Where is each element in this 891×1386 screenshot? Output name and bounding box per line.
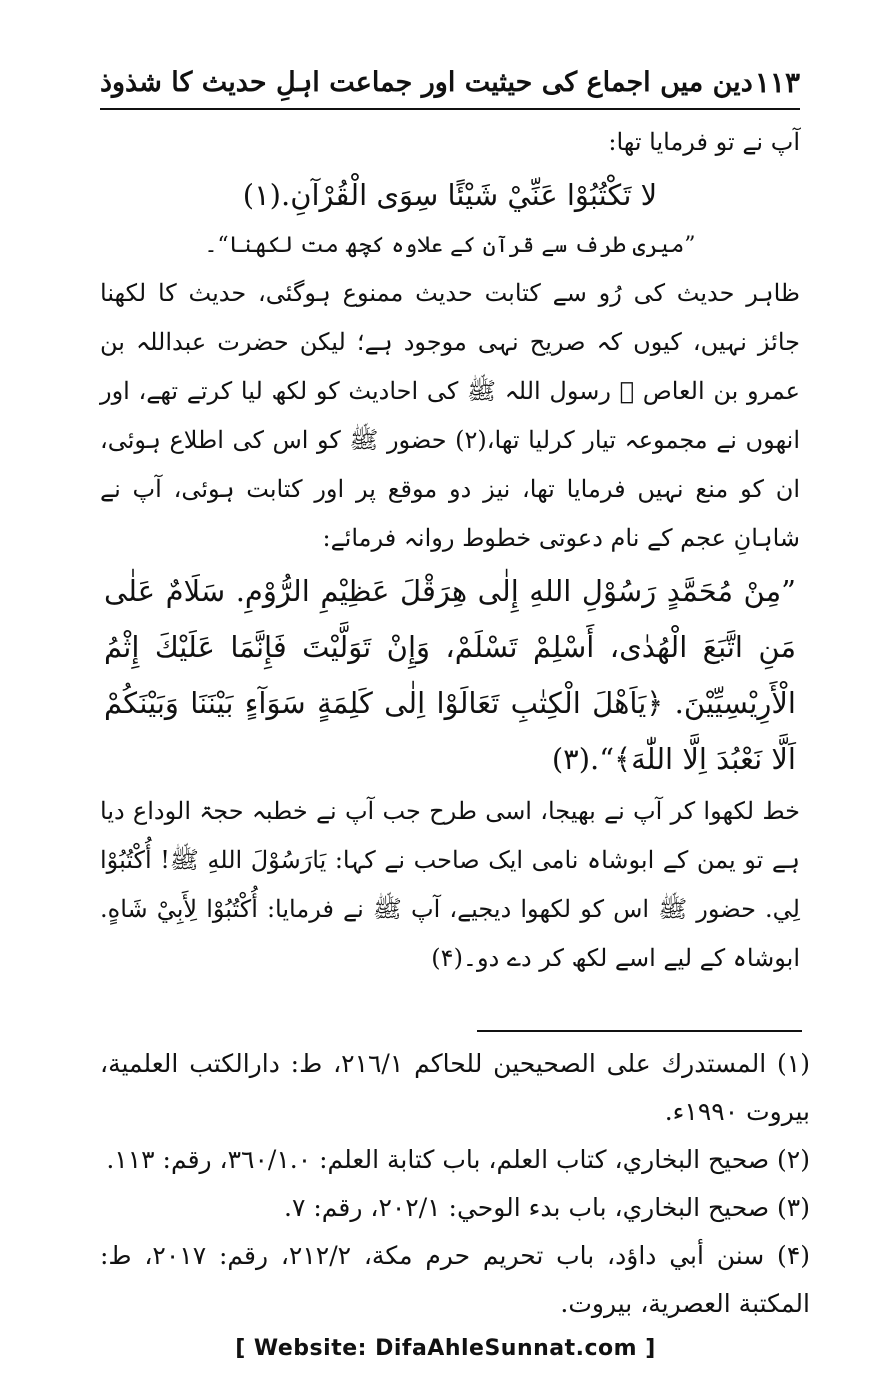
page-number: ۱۱۳ (754, 65, 800, 99)
hadith-translation: ”میری طرف سے قرآن کے علاوہ کچھ مت لکھنا“۔ (204, 233, 696, 258)
main-text (100, 118, 800, 983)
footnotes (100, 1040, 810, 1328)
footnote-3: (۳) صحيح البخاري، باب بدء الوحي: ۲۰۲/۱، رقم: ۷. (284, 1193, 810, 1222)
intro-line: آپ نے تو فرمایا تھا: (608, 128, 800, 156)
header-divider (100, 108, 800, 110)
footnote-1: (۱) المستدرك على الصحيحين للحاكم ۲۱٦/۱، ط: دارالكتب العلمية، بيروت ۱۹۹۰ء. (100, 1049, 810, 1126)
website-footer: [ Website: DifaAhleSunnat.com ] (235, 1336, 656, 1361)
paragraph-2: خط لکھوا کر آپ نے بھیجا، اسی طرح جب آپ نے خطبہ حجۃ الوداع دیا ہے تو یمن کے ابوشاہ نامی ایک صاحب نے کہا: يَارَسُوْلَ اللهِ ﷺ! أُكْتُبُوْا لِي. حضور ﷺ اس کو لکھوا دیجیے، آپ ﷺ نے فرمایا: أُكْتُبُوْا لِأَبِيْ شَاهٍ. ابوشاہ کے لیے اسے لکھ کر دے دو۔(۴) (100, 797, 800, 972)
running-title: دین میں اجماع کی حیثیت اور جماعت اہلِ حدیث کا شذوذ (100, 66, 753, 98)
footnote-4: (۴) سنن أبي داؤد، باب تحريم حرم مكة، ۲۱۲/۲، رقم: ۲۰۱۷، ط: المكتبة العصرية، بيروت. (100, 1241, 811, 1318)
footnote-2: (۲) صحيح البخاري، كتاب العلم، باب كتابة العلم: ۳٦۰/۱.۰، رقم: ۱۱۳. (106, 1145, 810, 1174)
hadith-quote: لا تَكْتُبُوْا عَنِّيْ شَيْئًا سِوَى الْقُرْآنِ.(۱) (242, 178, 658, 212)
paragraph-1: ظاہر حدیث کی رُو سے کتابت حدیث ممنوع ہوگئی، حدیث کا لکھنا جائز نہیں، کیوں کہ صریح نہی موجود ہے؛ لیکن حضرت عبداللہ بن عمرو بن العاص ﷜ رسول اللہ ﷺ کی احادیث کو لکھ لیا کرتے تھے، اور انھوں نے مجموعہ تیار کرلیا تھا،(۲) حضور ﷺ کو اس کی اطلاع ہوئی، ان کو منع نہیں فرمایا تھا، نیز دو موقع پر اور کتابت ہوئی، آپ نے شاہانِ عجم کے نام دعوتی خطوط روانہ فرمائے: (100, 279, 800, 552)
running-header (100, 60, 800, 104)
letter-text: ”مِنْ مُحَمَّدٍ رَسُوْلِ اللهِ إِلٰى هِرَقْلَ عَظِيْمِ الرُّوْمِ. سَلَامٌ عَلٰى مَنِ اتَّبَعَ الْهُدٰى، أَسْلِمْ تَسْلَمْ، وَإِنْ تَوَلَّيْتَ فَإِنَّمَا عَلَيْكَ إِثْمُ الْأَرِيْسِيِّيْنَ. ﴿يَاَهْلَ الْكِتٰبِ تَعَالَوْا اِلٰى كَلِمَةٍ سَوَآءٍ بَيْنَنَا وَبَيْنَكُمْ اَلَّا نَعْبُدَ اِلَّا اللّٰهَ﴾“.(۳) (104, 574, 796, 776)
footnote-divider (477, 1030, 802, 1032)
